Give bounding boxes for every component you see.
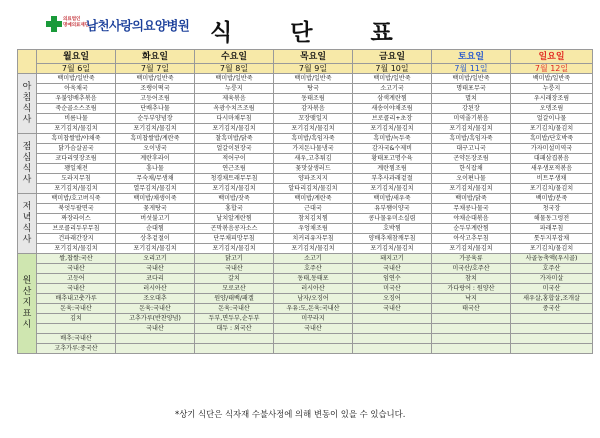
menu-cell: 부추사과래겉절 xyxy=(353,174,432,184)
origin-cell: 가다랑어 : 원양산 xyxy=(432,284,511,294)
meal-label xyxy=(18,134,37,194)
origin-cell xyxy=(353,334,432,344)
menu-cell: 꽃맛샆생러드 xyxy=(274,164,353,174)
menu-cell: 백미밥/닭죽 xyxy=(432,194,511,204)
menu-cell: 연근조림 xyxy=(195,164,274,174)
meal-label-text: 아침식사 xyxy=(22,81,32,125)
menu-cell: 홍합국 xyxy=(195,204,274,214)
menu-row xyxy=(18,124,593,134)
origin-cell: 대두 : 외국산 xyxy=(195,324,274,334)
origin-cell: 조오대추 xyxy=(116,294,195,304)
origin-cell xyxy=(353,314,432,324)
origin-cell: 돈육:국내산 xyxy=(116,304,195,314)
origin-cell: 국내산 xyxy=(274,324,353,334)
menu-cell: 꽃게탕국 xyxy=(116,204,195,214)
origin-cell: 두부,면두부,순두부 xyxy=(195,314,274,324)
day-name: 목요일 xyxy=(274,50,353,64)
menu-cell: 포기김치/물김치 xyxy=(353,244,432,254)
origin-cell: 배추:국내산 xyxy=(37,334,116,344)
menu-cell: 포기김치/물김치 xyxy=(195,124,274,134)
origin-cell xyxy=(511,314,593,324)
day-name: 일요일 xyxy=(511,50,593,64)
origin-cell: 소고기 xyxy=(274,254,353,264)
origin-row xyxy=(18,264,593,274)
menu-cell: 백미밥/일반죽 xyxy=(195,74,274,84)
origin-cell: 우유:도,돈육:국내산 xyxy=(274,304,353,314)
menu-cell: 적어구이 xyxy=(195,154,274,164)
origin-cell: 국내산 xyxy=(116,324,195,334)
origin-label-text: 원산지표시 xyxy=(22,276,32,330)
menu-row xyxy=(18,184,593,194)
origin-cell xyxy=(511,334,593,344)
origin-cell: 모로코산 xyxy=(195,284,274,294)
menu-cell: 곤막볶음콩자소스 xyxy=(195,224,274,234)
day-name: 토요일 xyxy=(432,50,511,64)
day-date: 7월 10일 xyxy=(353,64,432,74)
origin-cell xyxy=(274,334,353,344)
menu-cell: 백미밥/호고버식죽 xyxy=(37,194,116,204)
menu-cell: 무채콩나물국 xyxy=(432,204,511,214)
origin-cell xyxy=(116,334,195,344)
menu-cell: 포기김치/물김치 xyxy=(353,184,432,194)
menu-cell: 도라지무침 xyxy=(37,174,116,184)
origin-cell: 김치 xyxy=(37,314,116,324)
menu-cell: 찰흑미밥/닭죽 xyxy=(195,134,274,144)
menu-cell: 오이편나물 xyxy=(432,174,511,184)
menu-cell: 멸치 xyxy=(432,94,511,104)
menu-cell: 상추겉절이 xyxy=(116,234,195,244)
menu-cell: 포기김치/물김치 xyxy=(274,244,353,254)
origin-cell: 낙지 xyxy=(432,294,511,304)
origin-cell: 고추가루(반찬양념) xyxy=(116,314,195,324)
menu-cell: 흑미밥/녹두죽 xyxy=(353,134,432,144)
menu-cell: 유부쨈이양국 xyxy=(353,204,432,214)
menu-cell: 제육볶음 xyxy=(195,94,274,104)
menu-cell: 근대국 xyxy=(274,204,353,214)
menu-cell: 톳두지부잡채 xyxy=(511,234,593,244)
day-name: 수요일 xyxy=(195,50,274,64)
menu-cell: 건파래간장지 xyxy=(37,234,116,244)
origin-cell: 오리고기 xyxy=(116,254,195,264)
menu-cell: 양배추채참깨무침 xyxy=(353,234,432,244)
origin-row xyxy=(18,304,593,314)
menu-cell: 포기김치/물김치 xyxy=(511,184,593,194)
menu-cell: 백미밥/일반죽 xyxy=(274,74,353,84)
day-date: 7월 6일 xyxy=(37,64,116,74)
origin-cell: 새우살,홍합살,조개살 xyxy=(511,294,593,304)
origin-cell: 사골농축액(우시골) xyxy=(511,254,593,264)
menu-cell: 가지돈나물냉국 xyxy=(274,144,353,154)
menu-cell: 코다리엿장조림 xyxy=(37,154,116,164)
menu-row xyxy=(18,234,593,244)
menu-row xyxy=(18,164,593,174)
menu-cell: 대패삼겹볶음 xyxy=(511,154,593,164)
page-header xyxy=(0,0,600,46)
origin-cell xyxy=(432,314,511,324)
origin-cell: 남자/오징어 xyxy=(274,294,353,304)
footer-note: *상기 식단은 식자재 수불사정에 의해 변동이 있을 수 있습니다. xyxy=(175,409,406,419)
day-name: 월요일 xyxy=(37,50,116,64)
menu-cell: 우불양배추볶음 xyxy=(37,94,116,104)
menu-cell: 콩나물유미소실렴 xyxy=(353,214,432,224)
menu-cell: 대구고니국 xyxy=(432,144,511,154)
origin-cell xyxy=(37,324,116,334)
origin-cell: 태국산 xyxy=(432,304,511,314)
menu-cell: 강된장 xyxy=(432,104,511,114)
origin-cell: 호주산 xyxy=(274,264,353,274)
menu-row xyxy=(18,74,593,84)
menu-cell: 누룽지 xyxy=(511,84,593,94)
origin-cell: 돈육:국내산 xyxy=(37,304,116,314)
menu-row xyxy=(18,214,593,224)
menu-cell: 흑미찹쌀밥/계란죽 xyxy=(116,134,195,144)
menu-cell: 호박찜 xyxy=(353,224,432,234)
menu-cell: 참치김치찜 xyxy=(274,214,353,224)
day-date: 7월 9일 xyxy=(274,64,353,74)
menu-cell: 브로콜리+초장 xyxy=(353,114,432,124)
origin-cell: 국내산 xyxy=(37,264,116,274)
menu-cell: 단무채피망무침 xyxy=(195,234,274,244)
menu-row xyxy=(18,154,593,164)
menu-cell: 무숙채/무생채 xyxy=(116,174,195,184)
origin-row xyxy=(18,334,593,344)
menu-cell: 오뎅조림 xyxy=(511,104,593,114)
menu-cell: 조랭이떡국 xyxy=(116,84,195,94)
menu-cell: 감자국&수제비 xyxy=(353,144,432,154)
menu-cell: 동태조림 xyxy=(274,94,353,104)
menu-cell: 누룽지 xyxy=(195,84,274,94)
origin-cell xyxy=(353,324,432,334)
menu-cell: 포기김치/물김치 xyxy=(432,124,511,134)
meal-label-text: 점심식사 xyxy=(22,141,32,185)
menu-cell: 백미밥/채생이죽 xyxy=(116,194,195,204)
menu-row xyxy=(18,94,593,104)
menu-cell: 순두부양념장 xyxy=(116,114,195,124)
day-date: 7월 7일 xyxy=(116,64,195,74)
menu-cell: 비트무생채 xyxy=(511,174,593,184)
origin-cell xyxy=(511,324,593,334)
origin-cell: 임연수 xyxy=(353,274,432,284)
origin-cell: 호주산 xyxy=(511,264,593,274)
origin-cell: 미국산 xyxy=(511,284,593,294)
menu-cell: 우시래장조림 xyxy=(511,94,593,104)
menu-cell: 오이냉국 xyxy=(116,144,195,154)
menu-cell: 양파조지지 xyxy=(274,174,353,184)
menu-cell: 북엇두팔면국 xyxy=(37,204,116,214)
menu-row xyxy=(18,174,593,184)
menu-cell: 알타리김치/물김치 xyxy=(274,184,353,194)
menu-cell: 삼색계란찜 xyxy=(353,94,432,104)
menu-cell: 포기김치/물김치 xyxy=(116,244,195,254)
menu-cell: 아욱채국 xyxy=(37,84,116,94)
origin-cell: 중국산 xyxy=(511,304,593,314)
menu-cell: 파래무침 xyxy=(511,224,593,234)
origin-cell xyxy=(195,334,274,344)
menu-cell: 치커리유자무침 xyxy=(274,234,353,244)
menu-cell: 비름나물 xyxy=(37,114,116,124)
menu-cell: 새우생포적볶음 xyxy=(511,164,593,174)
origin-row xyxy=(18,314,593,324)
menu-cell: 순두부계란찜 xyxy=(432,224,511,234)
menu-cell: 브로콜리두부무침 xyxy=(37,224,116,234)
origin-cell: 갈치 xyxy=(195,274,274,284)
origin-cell: 돈육:국내산 xyxy=(195,304,274,314)
medical-cross-icon xyxy=(46,16,62,32)
menu-cell: 흑미밥/흑임자죽 xyxy=(432,134,511,144)
menu-row xyxy=(18,204,593,214)
logo-subtitle-line-2: 명예의료재단 xyxy=(63,22,90,28)
meal-label xyxy=(18,74,37,134)
menu-cell: 백미밥/일반죽 xyxy=(353,74,432,84)
origin-cell: 돼지고기 xyxy=(353,254,432,264)
day-name: 금요일 xyxy=(353,50,432,64)
menu-cell: 얼갈이된장국 xyxy=(195,144,274,154)
origin-cell xyxy=(274,344,353,354)
origin-cell xyxy=(511,344,593,354)
menu-row xyxy=(18,144,593,154)
origin-cell xyxy=(195,344,274,354)
menu-cell: 청경채트래무무침 xyxy=(195,174,274,184)
menu-cell: 새우,고추튀김 xyxy=(274,154,353,164)
menu-cell: 해물동그렁전 xyxy=(511,214,593,224)
origin-cell: 러시아산 xyxy=(274,284,353,294)
menu-cell: 다시마채무침 xyxy=(195,114,274,124)
origin-row xyxy=(18,324,593,334)
day-date: 7월 12일 xyxy=(511,64,593,74)
menu-cell: 포기김치/물김치 xyxy=(432,184,511,194)
menu-cell: 포기김치/물김치 xyxy=(116,124,195,134)
day-name: 화요일 xyxy=(116,50,195,64)
menu-cell: 황태포고명수육 xyxy=(353,154,432,164)
origin-cell: 가공육류 xyxy=(432,254,511,264)
origin-cell xyxy=(432,344,511,354)
menu-cell: 짜장라이스 xyxy=(37,214,116,224)
origin-cell xyxy=(432,334,511,344)
menu-cell: 한식잡채 xyxy=(432,164,511,174)
logo-subtitle-line-1: 의료법인 xyxy=(63,17,81,22)
menu-cell: 미역줄기볶음 xyxy=(432,114,511,124)
day-header-row xyxy=(18,50,593,64)
menu-cell: 포기김치/물김치 xyxy=(195,244,274,254)
menu-row xyxy=(18,104,593,114)
menu-cell: 백미밥/일반죽 xyxy=(511,74,593,84)
menu-cell: 포기김치/물김치 xyxy=(37,124,116,134)
menu-cell: 가자미설미역국 xyxy=(511,144,593,154)
menu-row xyxy=(18,84,593,94)
origin-row xyxy=(18,254,593,264)
menu-cell: 포기김치/물김치 xyxy=(511,244,593,254)
menu-row xyxy=(18,134,593,144)
menu-cell: 새송이야채조림 xyxy=(353,104,432,114)
origin-cell: 러시아산 xyxy=(116,284,195,294)
menu-cell: 포기김치/물김치 xyxy=(432,244,511,254)
origin-cell xyxy=(353,344,432,354)
menu-cell: 죽순골소스조림 xyxy=(37,104,116,114)
meal-label xyxy=(18,194,37,254)
page-title: 식 단 표 xyxy=(210,20,418,46)
origin-cell: 고등어 xyxy=(37,274,116,284)
menu-cell: 백미밥/새우죽 xyxy=(353,194,432,204)
menu-cell: 포기김치/물김치 xyxy=(353,124,432,134)
menu-cell: 닭가슴살곰국 xyxy=(37,144,116,154)
menu-cell: 아삭고추무침 xyxy=(432,234,511,244)
day-date: 7월 8일 xyxy=(195,64,274,74)
day-date: 7월 11일 xyxy=(432,64,511,74)
origin-cell: 국내산 xyxy=(353,304,432,314)
menu-cell: 꼬장맺일지 xyxy=(274,114,353,124)
menu-cell: 계란찜조림 xyxy=(353,164,432,174)
origin-cell: 국내산 xyxy=(195,264,274,274)
origin-cell: 동태,동태포 xyxy=(274,274,353,284)
menu-cell: 백미밥/일반죽 xyxy=(432,74,511,84)
origin-cell: 원양/태백/패겔 xyxy=(195,294,274,304)
origin-cell xyxy=(116,344,195,354)
meal-label-text: 저녁식사 xyxy=(22,201,32,245)
origin-cell: 가자미살 xyxy=(511,274,593,284)
menu-cell: 얼갈이나물 xyxy=(511,114,593,124)
menu-cell: 백미밥/잣죽 xyxy=(195,194,274,204)
menu-cell: 흑미밥/흑임자죽 xyxy=(274,134,353,144)
date-header-row xyxy=(18,64,593,74)
menu-cell: 야채순대볶음 xyxy=(432,214,511,224)
menu-cell: 탕국 xyxy=(274,84,353,94)
menu-cell: 곤약돈장조림 xyxy=(432,154,511,164)
menu-cell: 백미밥/일반죽 xyxy=(37,74,116,84)
menu-cell: 청국장 xyxy=(511,204,593,214)
menu-cell: 날치알계란찜 xyxy=(195,214,274,224)
header-corner xyxy=(18,50,37,74)
origin-cell: 고추가루:중국산 xyxy=(37,344,116,354)
menu-cell: 고등어조림 xyxy=(116,94,195,104)
origin-row xyxy=(18,274,593,284)
menu-cell: 백미밥/분죽 xyxy=(511,194,593,204)
hospital-logo xyxy=(46,13,190,37)
origin-cell: 국내산 xyxy=(37,284,116,294)
menu-cell: 포기김치/물김치 xyxy=(274,124,353,134)
menu-cell: 포기김치/물김치 xyxy=(195,184,274,194)
origin-cell: 미꾸라지 xyxy=(274,314,353,324)
menu-cell: 소고기국 xyxy=(353,84,432,94)
menu-cell: 포기김치/물김치 xyxy=(37,244,116,254)
menu-cell: 백미밥/일반죽 xyxy=(116,74,195,84)
menu-cell: 순대찜 xyxy=(116,224,195,234)
menu-cell: 명태포무국 xyxy=(432,84,511,94)
origin-cell: 코다리 xyxy=(116,274,195,284)
menu-cell: 꽹일채전 xyxy=(37,164,116,174)
menu-cell: 옥광수치즈조림 xyxy=(195,104,274,114)
origin-cell: 배추내고춧가루 xyxy=(37,294,116,304)
origin-cell: 쌀,찹쌀:국산 xyxy=(37,254,116,264)
menu-row xyxy=(18,114,593,124)
menu-cell: 흑미찹쌀밥/야채죽 xyxy=(37,134,116,144)
menu-table xyxy=(17,49,593,354)
menu-cell: 흥나물 xyxy=(116,164,195,174)
menu-cell: 포기김치/물김치 xyxy=(37,184,116,194)
menu-cell: 흑미밥/단호박죽 xyxy=(511,134,593,144)
origin-cell: 닭고기 xyxy=(195,254,274,264)
menu-cell: 계란후라이 xyxy=(116,154,195,164)
origin-label xyxy=(18,254,37,354)
origin-cell: 참치 xyxy=(432,274,511,284)
menu-cell: 포기김치/물김치 xyxy=(511,124,593,134)
menu-cell: 백미밥/계란죽 xyxy=(274,194,353,204)
origin-cell: 국내산 xyxy=(353,264,432,274)
menu-cell: 우엉채조림 xyxy=(274,224,353,234)
menu-cell: 열무김치/물김치 xyxy=(116,184,195,194)
menu-cell: 버섯불고기 xyxy=(116,214,195,224)
origin-cell: 미국산 xyxy=(353,284,432,294)
origin-cell: 미국산/호주산 xyxy=(432,264,511,274)
menu-cell: 감자볶음 xyxy=(274,104,353,114)
logo-subtitle xyxy=(63,17,90,28)
origin-cell: 국내산 xyxy=(116,264,195,274)
origin-row xyxy=(18,284,593,294)
menu-row xyxy=(18,194,593,204)
origin-cell xyxy=(432,324,511,334)
menu-row xyxy=(18,224,593,234)
origin-row xyxy=(18,294,593,304)
origin-cell: 오징어 xyxy=(353,294,432,304)
menu-row xyxy=(18,244,593,254)
origin-row xyxy=(18,344,593,354)
hospital-name: 남천사랑의요양병원 xyxy=(86,18,190,33)
menu-cell: 단배추나물 xyxy=(116,104,195,114)
